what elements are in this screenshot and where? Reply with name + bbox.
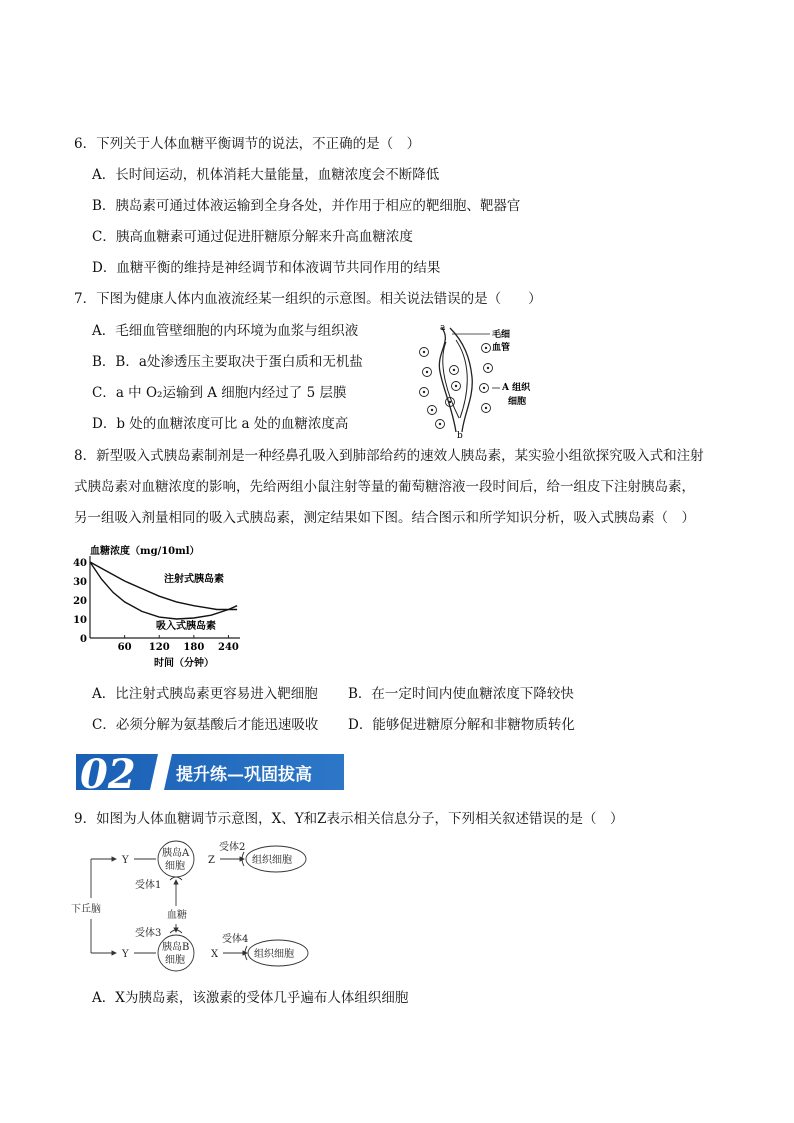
section-banner	[76, 750, 344, 794]
y-tick-label: 40	[73, 558, 87, 569]
series-label-injected: 注射式胰岛素	[164, 574, 224, 585]
islet-a-label-1: 胰岛A	[162, 848, 190, 859]
label-capillary-2: 血管	[492, 343, 511, 353]
banner-title: 提升练—巩固拔高	[176, 765, 312, 785]
chart-ylabel: 血糖浓度（mg/10ml）	[90, 546, 200, 557]
glucose-regulation-diagram	[66, 838, 316, 978]
q6-option-a: A．长时间运动，机体消耗大量能量，血糖浓度会不断降低	[92, 167, 440, 183]
tissue-cell-bottom: 组织细胞	[254, 949, 294, 960]
label-capillary-1: 毛细	[492, 330, 511, 340]
signal-x: X	[211, 949, 219, 960]
y-tick-label: 0	[80, 634, 87, 645]
hypothalamus-label: 下丘脑	[71, 904, 101, 915]
chart-xlabel: 时间（分钟）	[154, 658, 214, 669]
q7-stem: 7．下图为健康人体内血液流经某一组织的示意图。相关说法错误的是（ ）	[74, 291, 542, 307]
y-tick-label: 30	[73, 577, 87, 588]
blood-sugar-chart	[72, 540, 252, 670]
x-tick-label: 120	[148, 642, 170, 653]
label-a: a	[440, 323, 446, 333]
q9-stem: 9．如图为人体血糖调节示意图，X、Y和Z表示相关信息分子，下列相关叙述错误的是（ ）	[74, 811, 624, 827]
label-b: b	[457, 431, 463, 440]
receptor-2: 受体2	[219, 842, 246, 853]
signal-y-bottom: Y	[122, 949, 129, 960]
q9-option-a: A．X为胰岛素，该激素的受体几乎遍布人体组织细胞	[92, 990, 409, 1006]
islet-b-label-2: 细胞	[165, 955, 185, 966]
q6-stem: 6．下列关于人体血糖平衡调节的说法，不正确的是（ ）	[74, 136, 421, 152]
signal-y-top: Y	[122, 855, 129, 866]
q8-stem-line3: 另一组吸入剂量相同的吸入式胰岛素，测定结果如下图。结合图示和所学知识分析，吸入式胰岛素（ ）	[74, 510, 695, 526]
q8-stem-line2: 式胰岛素对血糖浓度的影响，先给两组小鼠注射等量的葡萄糖溶液一段时间后，给一组皮下注射胰岛素，	[74, 479, 695, 495]
y-tick-label: 20	[73, 596, 87, 607]
q6-option-c: C．胰高血糖素可通过促进肝糖原分解来升高血糖浓度	[92, 229, 413, 245]
islet-b-label-1: 胰岛B	[162, 942, 190, 953]
series-label-inhaled: 吸入式胰岛素	[156, 621, 216, 632]
series-line-inhaled	[90, 562, 237, 619]
q6-option-d: D．血糖平衡的维持是神经调节和体液调节共同作用的结果	[92, 260, 441, 276]
islet-a-label-2: 细胞	[165, 861, 185, 872]
q8-stem-line1: 8．新型吸入式胰岛素制剂是一种经鼻孔吸入到肺部给药的速效人胰岛素，某实验小组欲探究吸入式和注射	[74, 448, 704, 464]
label-cell-1: A 组织	[502, 383, 531, 393]
signal-z: Z	[208, 855, 215, 866]
x-tick-label: 60	[117, 642, 132, 653]
receptor-4: 受体4	[222, 934, 249, 945]
banner-number: 02	[80, 751, 136, 794]
q8-option-c: C．必须分解为氨基酸后才能迅速吸收	[92, 717, 319, 733]
q8-option-b: B．在一定时间内使血糖浓度下降较快	[348, 686, 574, 702]
label-cell-2: 细胞	[508, 397, 527, 407]
q8-option-a: A．比注射式胰岛素更容易进入靶细胞	[92, 686, 318, 702]
y-tick-label: 10	[73, 615, 87, 626]
x-tick-label: 180	[183, 642, 205, 653]
blood-sugar-label: 血糖	[167, 910, 187, 921]
x-tick-label: 240	[218, 642, 239, 653]
series-line-injected	[90, 562, 237, 610]
q7-option-a: A．毛细血管壁细胞的内环境为血浆与组织液	[92, 323, 359, 339]
q6-option-b: B．胰岛素可通过体液运输到全身各处，并作用于相应的靶细胞、靶器官	[92, 198, 521, 214]
q8-option-d: D．能够促进糖原分解和非糖物质转化	[348, 717, 575, 733]
q7-option-b: B．B．a处渗透压主要取决于蛋白质和无机盐	[92, 354, 363, 370]
q7-option-d: D．b 处的血糖浓度可比 a 处的血糖浓度高	[92, 416, 349, 432]
tissue-cell-top: 组织细胞	[252, 855, 292, 866]
capillary-figure	[412, 322, 552, 440]
receptor-3: 受体3	[135, 928, 162, 939]
receptor-1: 受体1	[135, 880, 162, 891]
q7-option-c: C．a 中 O₂运输到 A 细胞内经过了 5 层膜	[92, 385, 347, 401]
